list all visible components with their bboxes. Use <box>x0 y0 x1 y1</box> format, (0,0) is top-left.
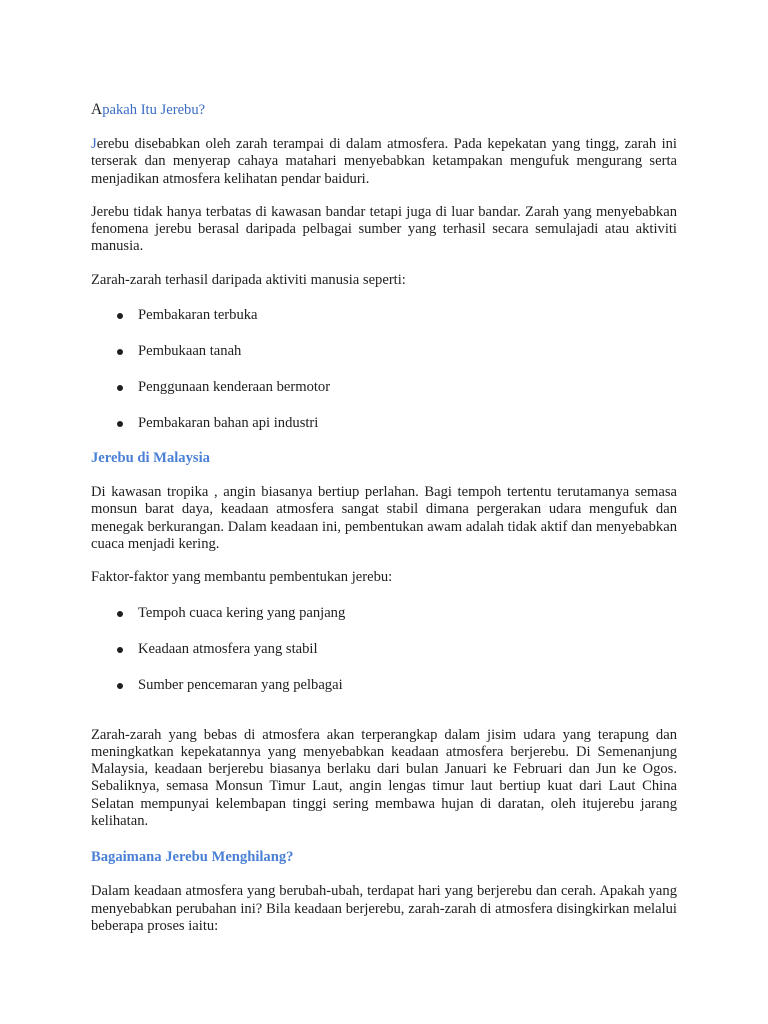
list-item <box>117 414 677 432</box>
list-item <box>117 676 677 694</box>
bullet-icon <box>117 683 123 689</box>
paragraph-first-letter: J <box>91 136 97 152</box>
list-item <box>117 378 677 396</box>
bullet-icon <box>117 385 123 391</box>
paragraph-definition <box>91 136 677 188</box>
paragraph-sources: Jerebu tidak hanya terbatas di kawasan bandar tetapi juga di luar bandar. Zarah yang menyebabkan fenomena jerebu berasal daripada pelbagai sumber yang terhasil secara semulajadi atau aktiviti manusia. <box>91 203 677 255</box>
heading-apakah-itu-jerebu <box>91 101 677 119</box>
paragraph-tropical-wind: Di kawasan tropika , angin biasanya bertiup perlahan. Bagi tempoh tertentu terutamanya semasa monsun barat daya, keadaan atmosfera sangat stabil dimana pergerakan udara mengufuk dan menegak berkurangan. Dalam keadaan ini, pembentukan awam adalah tidak aktif dan menyebabkan cuaca menjadi kering. <box>91 484 677 552</box>
list-item <box>117 604 677 622</box>
list-human-activities <box>91 306 677 432</box>
list-item <box>117 640 677 658</box>
paragraph-trapped-particles: Zarah-zarah yang bebas di atmosfera akan terperangkap dalam jisim udara yang terapung dan meningkatkan kepekatannya yang menyebabkan keadaan atmosfera berjerebu. Di Semenanjung Malaysia, keadaan berjerebu biasanya berlaku dari bulan Januari ke Februari dan Jun ke Ogos. Sebaliknya, semasa Monsun Timur Laut, angin lengas timur laut bertiup kuat dari Laut China Selatan mempunyai kelembapan tinggi sering membawa hujan di daratan, oleh itujerebu jarang kelihatan. <box>91 726 677 830</box>
heading-first-letter: A <box>91 101 103 118</box>
list-haze-factors <box>91 604 677 694</box>
list-item-text: Sumber pencemaran yang pelbagai <box>138 676 343 693</box>
document-page <box>91 101 677 935</box>
heading-bagaimana-jerebu-menghilang: Bagaimana Jerebu Menghilang? <box>91 849 294 866</box>
list-item <box>117 342 677 360</box>
list-item-text: Keadaan atmosfera yang stabil <box>138 640 318 657</box>
paragraph-factors-intro: Faktor-faktor yang membantu pembentukan jerebu: <box>91 569 393 586</box>
paragraph-human-activity-intro: Zarah-zarah terhasil daripada aktiviti manusia seperti: <box>91 271 406 288</box>
list-item-text: Pembukaan tanah <box>138 343 242 360</box>
bullet-icon <box>117 647 123 653</box>
list-item-text: Pembakaran bahan api industri <box>138 415 319 432</box>
paragraph-haze-removal: Dalam keadaan atmosfera yang berubah-ubah, terdapat hari yang berjerebu dan cerah. Apakah yang menyebabkan perubahan ini? Bila keadaan berjerebu, zarah-zarah di atmosfera disingkirkan melalui beberapa proses iaitu: <box>91 883 677 934</box>
list-item-text: Penggunaan kenderaan bermotor <box>138 379 331 396</box>
list-item-text: Tempoh cuaca kering yang panjang <box>138 604 346 621</box>
bullet-icon <box>117 421 123 427</box>
paragraph-rest: erebu disebabkan oleh zarah terampai di dalam atmosfera. Pada kepekatan yang tingg, zarah ini terserak dan menyerap cahaya matahari menyebabkan ketampakan mengufuk mengurang serta menjadikan atmosfera kelihatan pendar baiduri. <box>91 136 677 187</box>
heading-jerebu-di-malaysia: Jerebu di Malaysia <box>91 450 210 467</box>
list-item <box>117 306 677 324</box>
heading-rest: pakah Itu Jerebu? <box>102 102 206 118</box>
bullet-icon <box>117 349 123 355</box>
bullet-icon <box>117 313 123 319</box>
bullet-icon <box>117 611 123 617</box>
list-item-text: Pembakaran terbuka <box>138 307 258 324</box>
